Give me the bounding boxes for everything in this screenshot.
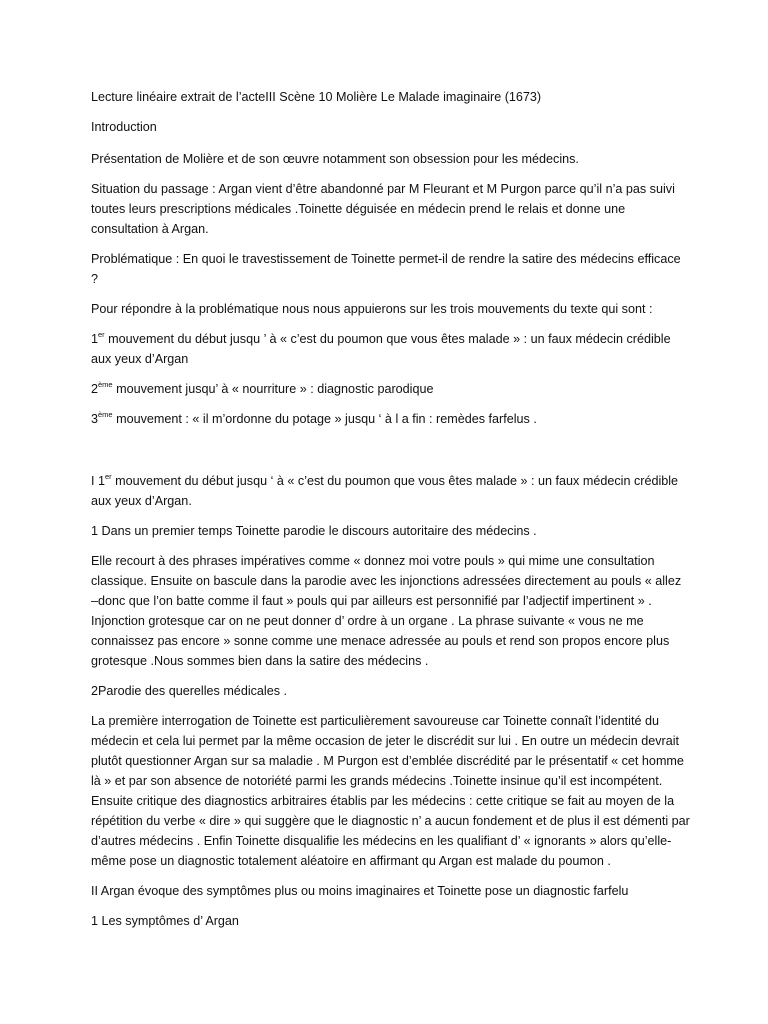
part-1-text: mouvement du début jusqu ‘ à « c’est du poumon que vous êtes malade » : un faux médecin crédible aux yeux d’Argan.	[91, 474, 679, 508]
presentation-paragraph: Présentation de Molière et de son œuvre notamment son obsession pour les médecins.	[91, 152, 579, 166]
part-1-ordinal: er	[105, 472, 112, 481]
movement-3-item	[91, 409, 690, 429]
movement-3-text: mouvement : « il m’ordonne du potage » jusqu ‘ à l a fin : remèdes farfelus .	[112, 412, 537, 426]
subsection-3-heading: 1 Les symptômes d’ Argan	[91, 914, 239, 928]
part-2-heading: II Argan évoque des symptômes plus ou moins imaginaires et Toinette pose un diagnostic farfelu	[91, 884, 629, 898]
introduction-heading: Introduction	[91, 120, 157, 134]
movement-2-number: 2	[91, 382, 99, 396]
movement-1-text: mouvement du début jusqu ’ à « c’est du poumon que vous êtes malade » : un faux médecin crédible aux yeux d’Argan	[91, 332, 671, 366]
movement-2-text: mouvement jusqu’ à « nourriture » : diagnostic parodique	[112, 382, 434, 396]
paragraph-1: Elle recourt à des phrases impératives comme « donnez moi votre pouls » qui mime une consultation classique. Ensuite on bascule dans la parodie avec les injonctions adressées directement au pouls « allez –donc que l’on batte comme il faut » pouls qui par ailleurs est personnifié par l’adjectif impertinent » . Injonction grotesque car on ne peut donner d’ ordre à un organe . La phrase suivante « vous ne me connaissez pas encore » sonne comme une menace adressée au pouls et rend son propos encore plus grotesque .Nous sommes bien dans la satire des médecins .	[91, 554, 682, 668]
movement-1-number: 1	[91, 332, 99, 346]
paragraph-2: La première interrogation de Toinette est particulièrement savoureuse car Toinette connaît l’identité du médecin et cela lui permet par la même occasion de jeter le discrédit sur lui . En outre un médecin devrait plutôt questionner Argan sur sa maladie . M Purgon est d’emblée discrédité par le présentatif « cet homme là » et par son absence de notoriété parmi les grands médecins .Toinette insinue qu’il est incompétent. Ensuite critique des diagnostics arbitraires établis par les médecins : cette critique se fait au moyen de la répétition du verbe « dire » qui suggère que le diagnostic n’ a aucun fondement et de plus il est démenti par d’autres médecins . Enfin Toinette disqualifie les médecins en les qualifiant d’ « ignorants » alors qu’elle-même pose un diagnostic totalement aléatoire en affirmant qu Argan est malade du poumon .	[91, 714, 690, 868]
movement-2-ordinal: ème	[98, 380, 113, 389]
plan-intro-paragraph: Pour répondre à la problématique nous nous appuierons sur les trois mouvements du texte qui sont :	[91, 302, 653, 316]
movement-3-number: 3	[91, 412, 99, 426]
movement-3-ordinal: ème	[98, 410, 113, 419]
movement-2-item	[91, 379, 690, 399]
movement-1-item	[91, 329, 690, 369]
situation-paragraph: Situation du passage : Argan vient d’être abandonné par M Fleurant et M Purgon parce qu’il n’a pas suivi toutes leurs prescriptions médicales .Toinette déguisée en médecin prend le relais et donne une consultation à Argan.	[91, 182, 675, 236]
problematique-paragraph: Problématique : En quoi le travestissement de Toinette permet-il de rendre la satire des médecins efficace ?	[91, 252, 681, 286]
movement-1-ordinal: er	[98, 330, 105, 339]
part-1-heading	[91, 471, 690, 511]
subsection-1-heading: 1 Dans un premier temps Toinette parodie le discours autoritaire des médecins .	[91, 524, 537, 538]
document-title: Lecture linéaire extrait de l’acteIII Scène 10 Molière Le Malade imaginaire (1673)	[91, 90, 542, 104]
subsection-2-heading: 2Parodie des querelles médicales .	[91, 684, 288, 698]
part-1-prefix: I 1	[91, 474, 106, 488]
